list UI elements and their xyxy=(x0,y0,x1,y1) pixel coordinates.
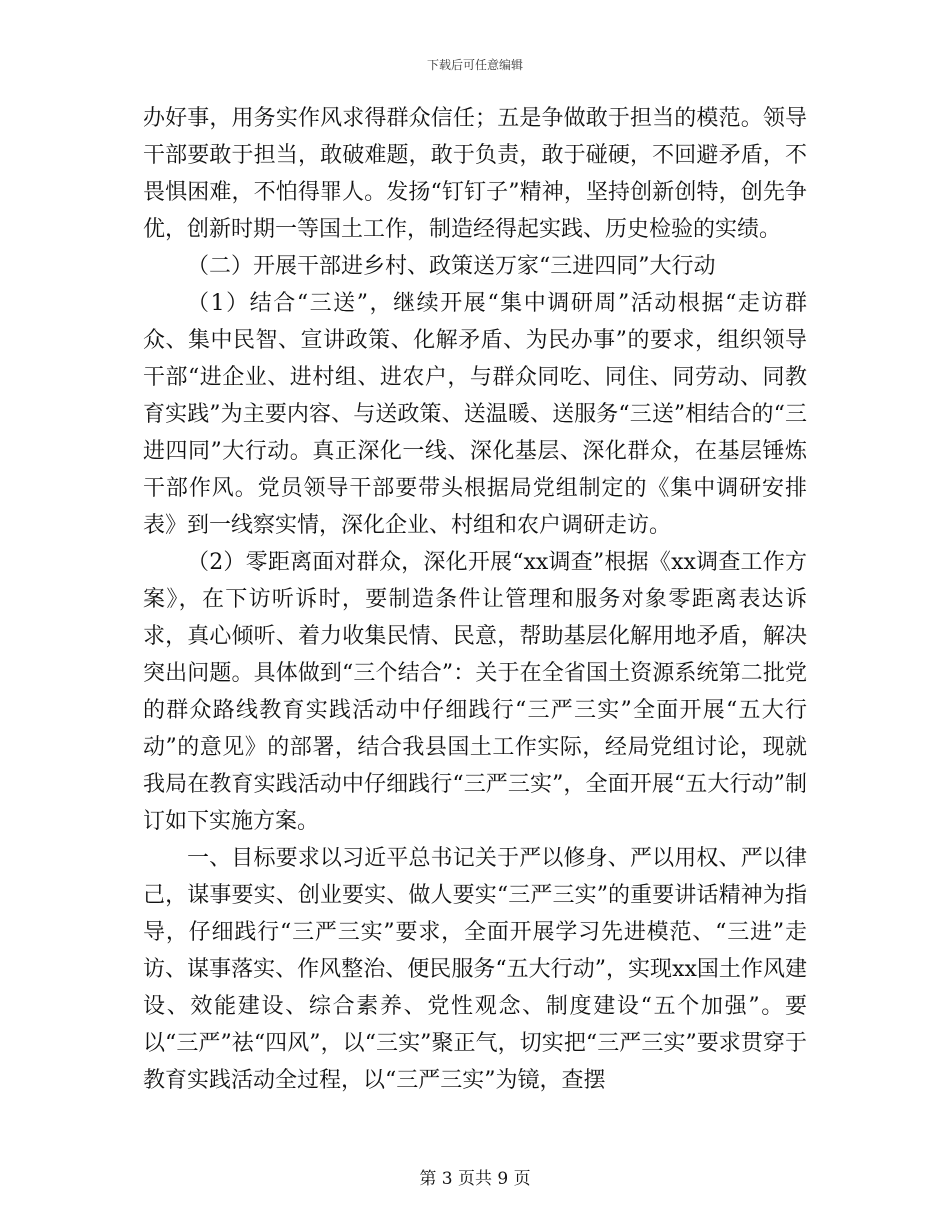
page-number-suffix: 页 xyxy=(513,1169,531,1189)
document-body xyxy=(143,100,807,1099)
paragraph: 一、目标要求以习近平总书记关于严以修身、严以用权、严以律己，谋事要实、创业要实、做人要实“三严三实”的重要讲话精神为指导，仔细践行“三严三实”要求，全面开展学习先进模范、“三进”走访、谋事落实、作风整治、便民服务“五大行动”，实现xx国土作风建设、效能建设、综合素养、党性观念、制度建设“五个加强”。要以“三严”祛“四风”，以“三实”聚正气，切实把“三严三实”要求贯穿于教育实践活动全过程，以“三严三实”为镜，查摆 xyxy=(143,846,807,1093)
page-header: 下载后可任意编辑 xyxy=(426,58,523,72)
total-page-number: 9 xyxy=(497,1169,509,1189)
paragraph: （2）零距离面对群众，深化开展“xx调查”根据《xx调查工作方案》，在下访听诉时，要制造条件让管理和服务对象零距离表达诉求，真心倾听、着力收集民情、民意，帮助基层化解用地矛盾，解决突出问题。具体做到“三个结合”：关于在全省国土资源系统第二批党的群众路线教育实践活动中仔细践行“三严三实”全面开展“五大行动”的意见》的部署，结合我县国土工作实际，经局党组讨论，现就我局在教育实践活动中仔细践行“三严三实”，全面开展“五大行动”制订如下实施方案。 xyxy=(143,550,807,834)
paragraph: （二）开展干部进乡村、政策送万家“三进四同”大行动 xyxy=(187,254,716,279)
paragraph: （1）结合“三送”，继续开展“集中调研周”活动根据“走访群众、集中民智、宣讲政策、化解矛盾、为民办事”的要求，组织领导干部“进企业、进村组、进农户，与群众同吃、同住、同劳动、同教育实践”为主要内容、与送政策、送温暖、送服务“三送”相结合的“三进四同”大行动。真正深化一线、深化基层、深化群众，在基层锤炼干部作风。党员领导干部要带头根据局党组制定的《集中调研安排表》到一线察实情，深化企业、村组和农户调研走访。 xyxy=(143,291,807,538)
current-page-number: 3 xyxy=(441,1169,453,1189)
page-footer xyxy=(0,1164,950,1189)
page-number-middle: 页共 xyxy=(458,1169,492,1189)
paragraph: 办好事，用务实作风求得群众信任；五是争做敢于担当的模范。领导干部要敢于担当，敢破难题，敢于负责，敢于碰硬，不回避矛盾，不畏惧困难，不怕得罪人。发扬“钉钉子”精神，坚持创新创特，创先争优，创新时期一等国土工作，制造经得起实践、历史检验的实绩。 xyxy=(143,106,807,242)
page-number-prefix: 第 xyxy=(419,1169,437,1189)
